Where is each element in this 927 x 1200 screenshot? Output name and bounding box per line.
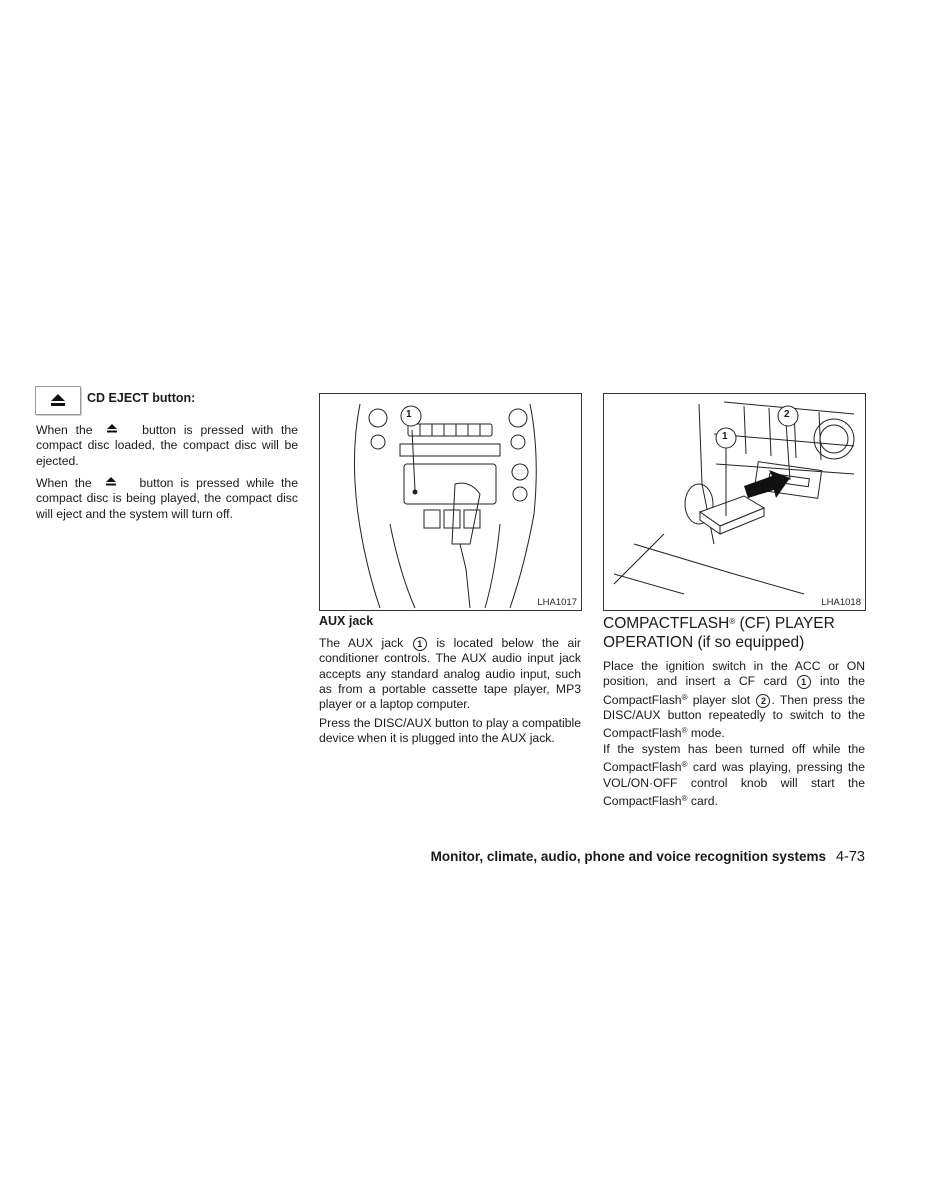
text: (CF) PLAYER — [735, 615, 835, 632]
registered-mark: ® — [681, 793, 688, 803]
cd-eject-paragraph-1 — [36, 423, 298, 469]
text: If the system has been turned off while the CompactFlash — [603, 742, 865, 775]
callout-1: 1 — [406, 409, 412, 420]
text: The AUX jack — [319, 636, 404, 650]
footer-section-title: Monitor, climate, audio, phone and voice recognition systems — [430, 849, 826, 864]
text: Place the ignition switch in the ACC or ON position, and insert a CF card — [603, 659, 865, 689]
compactflash-figure — [603, 393, 866, 611]
callout-1-inline: 1 — [413, 637, 427, 651]
eject-icon — [36, 387, 80, 414]
aux-paragraph-2: Press the DISC/AUX button to play a compatible device when it is plugged into the AUX jack. — [319, 716, 581, 746]
callout-1-inline: 1 — [797, 675, 811, 689]
compactflash-illustration — [604, 394, 865, 610]
page-footer — [431, 849, 865, 865]
text: When the — [36, 423, 93, 437]
text: button is pressed with the compact disc loaded, the compact disc will be ejected. — [36, 423, 298, 468]
aux-paragraph-1 — [319, 636, 581, 712]
registered-mark: ® — [681, 760, 688, 770]
text: card was playing, pressing the VOL/ON·OFF control knob will start the CompactFlash — [603, 760, 865, 808]
registered-mark: ® — [729, 617, 736, 626]
callout-1: 1 — [722, 431, 728, 442]
text: card. — [687, 793, 718, 808]
cd-eject-paragraph-2 — [36, 476, 298, 522]
eject-icon — [100, 423, 134, 435]
text: is located below the air conditioner controls. The AUX audio input jack accepts any standard analog audio input, such as from a portable cassette tape player, MP3 player or a laptop computer. — [319, 636, 581, 712]
callout-2-inline: 2 — [756, 694, 770, 708]
registered-mark: ® — [681, 726, 688, 736]
text: button is pressed while the compact disc is being played, the compact disc will eject and the system will turn off. — [36, 476, 298, 521]
aux-jack-figure — [319, 393, 582, 611]
callout-2: 2 — [784, 409, 790, 420]
figure-label: LHA1017 — [537, 597, 577, 608]
registered-mark: ® — [681, 692, 688, 702]
text: mode. — [687, 726, 725, 741]
text: When the — [36, 476, 92, 490]
cd-eject-heading: CD EJECT button: — [87, 391, 196, 405]
text: into the CompactFlash — [603, 674, 865, 707]
text: COMPACTFLASH — [603, 615, 730, 632]
cf-paragraph-1 — [603, 659, 865, 741]
text: player slot — [687, 692, 751, 707]
cf-paragraph-2 — [603, 742, 865, 809]
text: OPERATION (if so equipped) — [603, 633, 805, 651]
aux-jack-illustration — [320, 394, 581, 610]
aux-jack-heading: AUX jack — [319, 614, 374, 628]
page-number: 4-73 — [835, 849, 865, 865]
compactflash-heading — [603, 613, 865, 652]
figure-label: LHA1018 — [821, 597, 861, 608]
eject-icon-box — [35, 386, 81, 415]
text: . Then press the DISC/AUX button repeatedly to switch to the CompactFlash — [603, 692, 865, 741]
eject-icon — [99, 476, 133, 488]
